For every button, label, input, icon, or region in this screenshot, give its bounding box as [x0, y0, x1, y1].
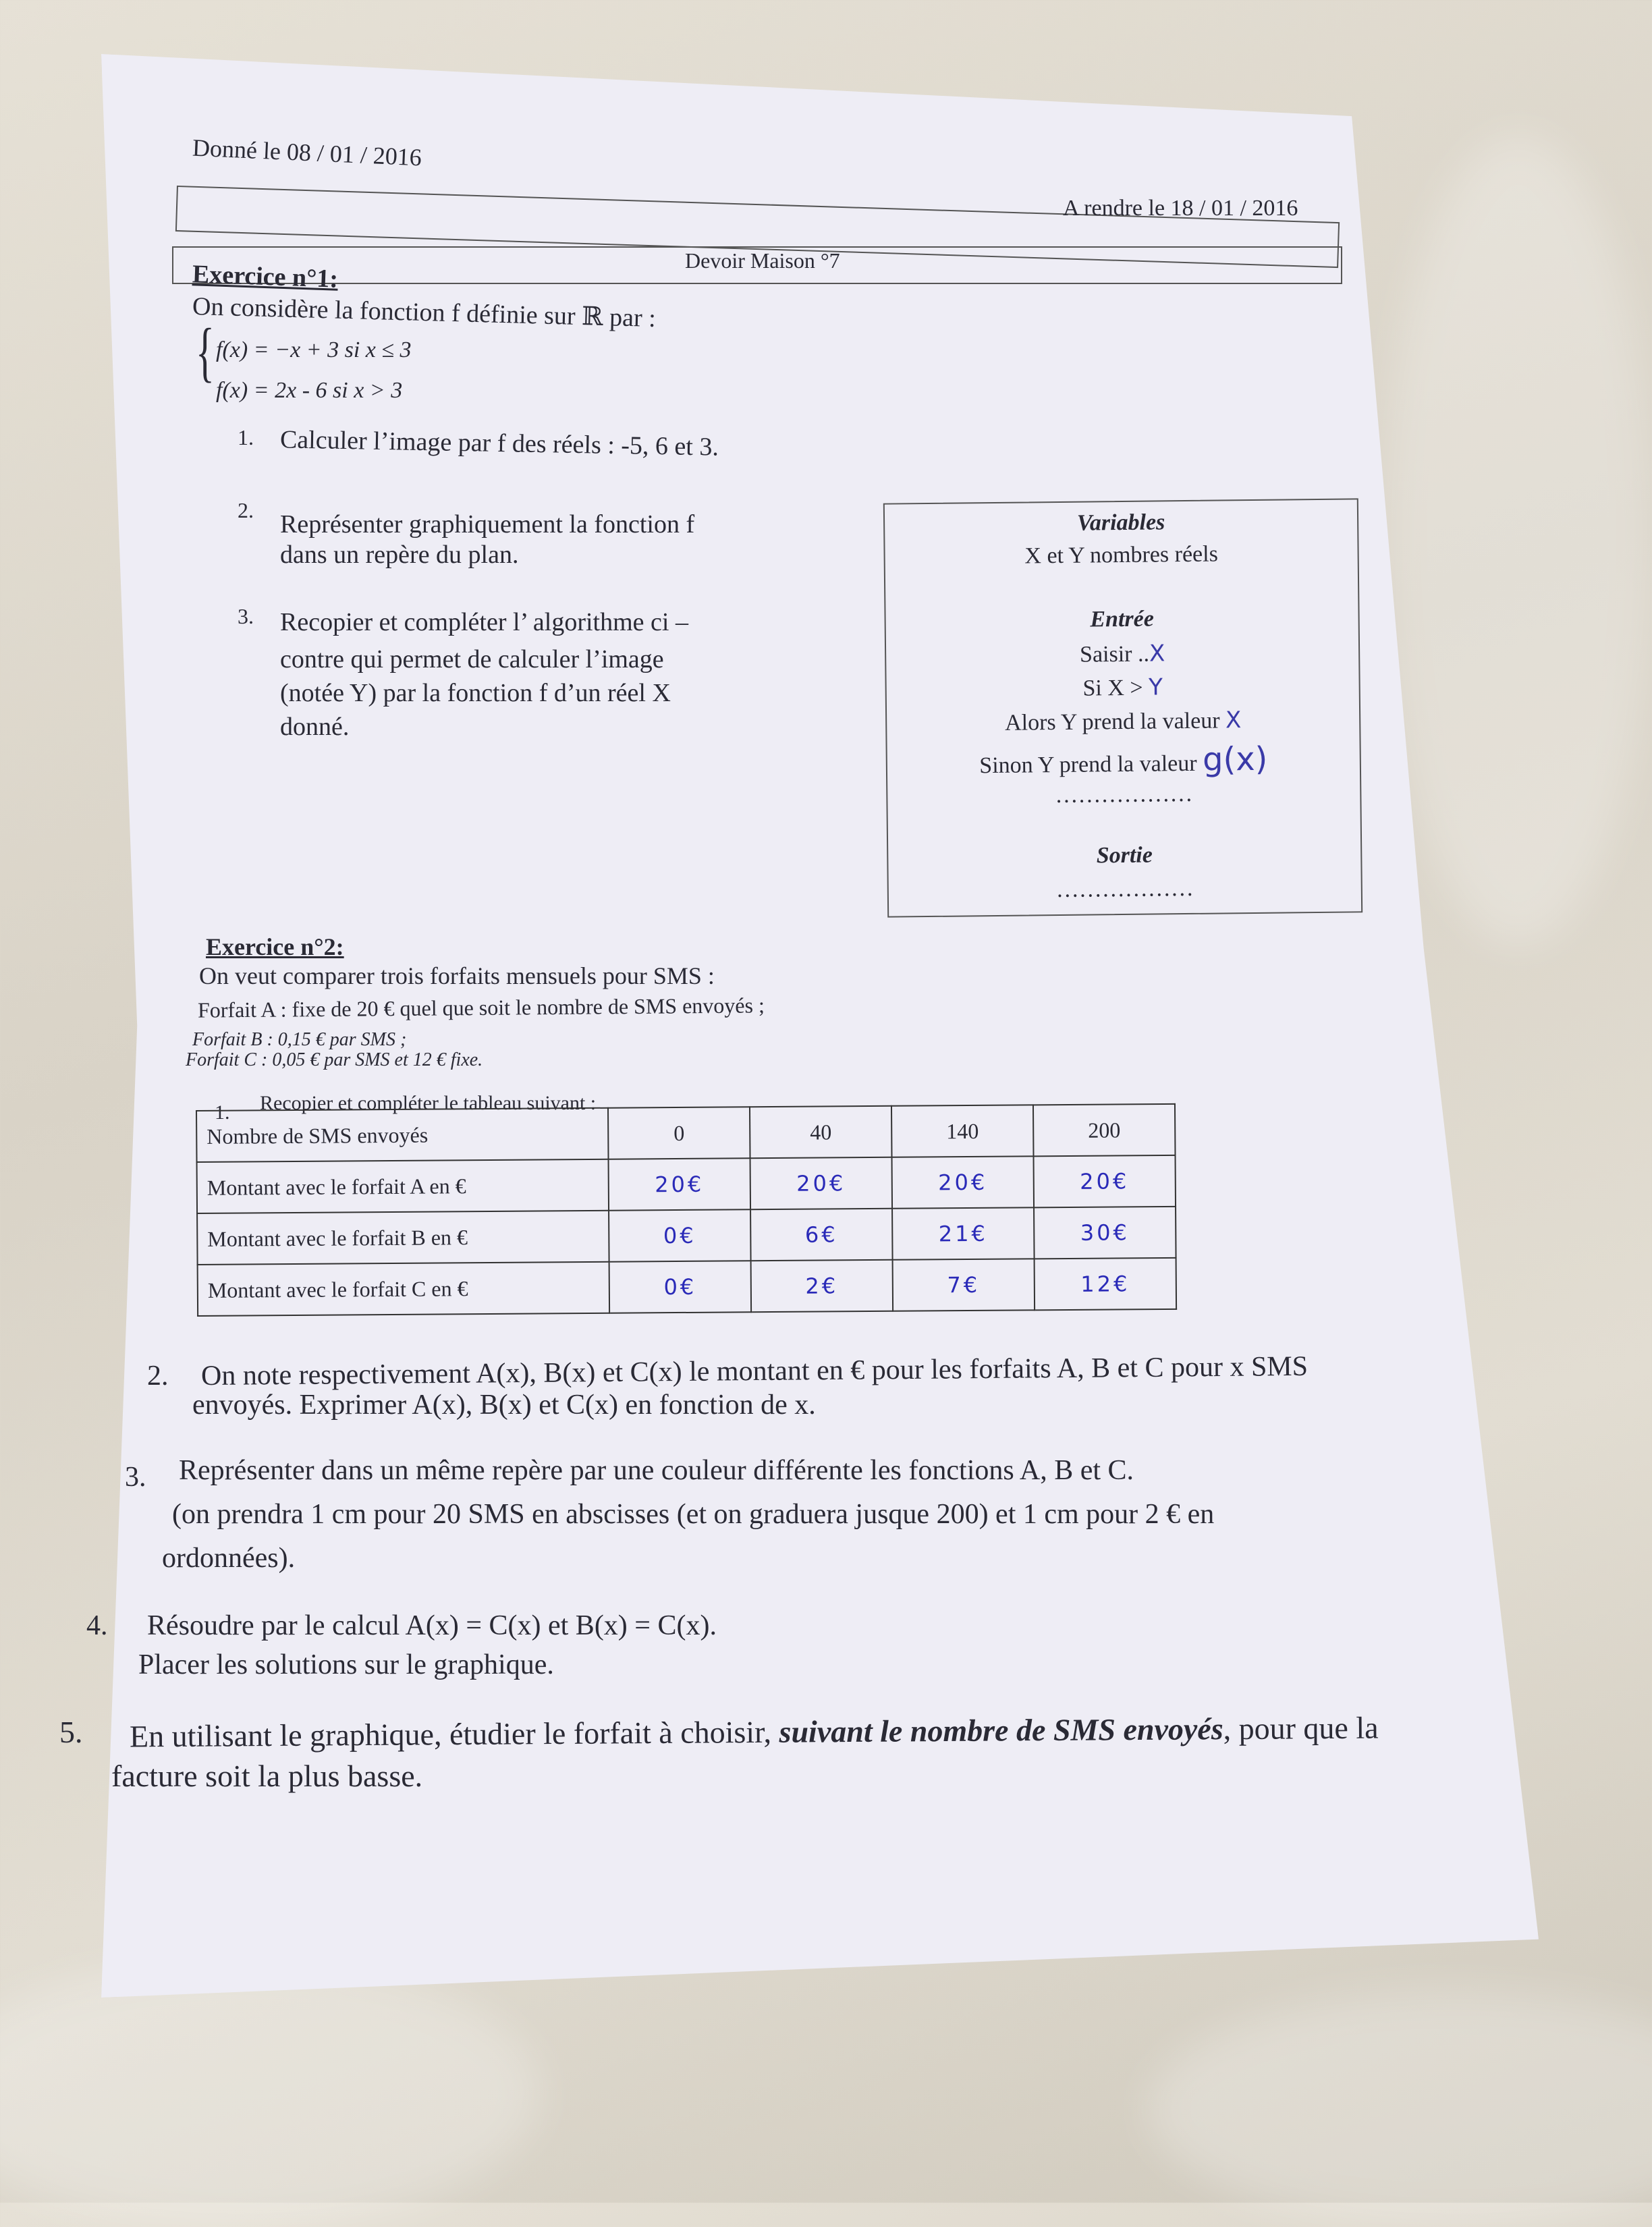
table-row	[198, 1258, 1176, 1316]
algo-saisir-handwriting: X	[1149, 640, 1165, 667]
algo-si-handwriting: Y	[1148, 673, 1163, 701]
algo-si-label: Si X >	[1082, 675, 1149, 701]
ex2-q1: Recopier et compléter le tableau suivant :	[260, 1092, 597, 1114]
ex2-q5-number: 5.	[59, 1715, 83, 1749]
algo-sortie-heading: Sortie	[1096, 842, 1153, 869]
ex2-q2-line1: On note respectivement A(x), B(x) et C(x) le montant en € pour les forfaits A, B et C pour x SMS	[200, 1350, 1309, 1392]
ex2-q3-line1: Représenter dans un même repère par une couleur différente les fonctions A, B et C.	[179, 1455, 1134, 1486]
table-header-cell: 140	[891, 1105, 1034, 1157]
due-date: A rendre le 18 / 01 / 2016	[1063, 196, 1298, 221]
piecewise-case2: f(x) = 2x - 6 si x > 3	[216, 378, 403, 403]
algo-sinon-handwriting: g(x)	[1202, 740, 1268, 779]
sms-table	[196, 1103, 1177, 1317]
table-row	[197, 1207, 1176, 1265]
ex2-q4-line2: Placer les solutions sur le graphique.	[138, 1649, 554, 1680]
given-date: Donné le 08 / 01 / 2016	[192, 134, 422, 171]
assignment-title: Devoir Maison °7	[685, 248, 840, 273]
table-header-cell: 40	[750, 1106, 892, 1158]
ex2-q4-number: 4.	[86, 1610, 108, 1641]
exercise2-title: Exercice n°2:	[206, 933, 344, 960]
table-cell-handwritten: 0€	[609, 1261, 752, 1313]
forfait-a: Forfait A : fixe de 20 € quel que soit le nombre de SMS envoyés ;	[197, 993, 765, 1022]
algo-sinon-line	[887, 739, 1360, 781]
piecewise-brace: {	[196, 314, 215, 389]
table-cell-handwritten: 20€	[892, 1156, 1035, 1208]
ex1-q3-line1: Recopier et compléter l’ algorithme ci –	[280, 608, 688, 636]
table-cell-handwritten: 20€	[609, 1158, 751, 1210]
ex2-q3-line3: ordonnées).	[162, 1543, 296, 1574]
algo-dots-2: ………………	[1055, 875, 1194, 903]
algo-alors-handwriting: X	[1225, 707, 1242, 734]
ex1-q1-number: 1.	[238, 425, 254, 449]
exercise1-title: Exercice n°1:	[192, 260, 339, 294]
table-cell-handwritten: 7€	[893, 1259, 1035, 1311]
table-cell-handwritten: 6€	[750, 1209, 893, 1261]
ex2-q2-line2: envoyés. Exprimer A(x), B(x) et C(x) en fonction de x.	[192, 1390, 816, 1421]
exercise1-intro: On considère la fonction f définie sur ℝ par :	[192, 292, 657, 333]
ex2-q5-line2: facture soit la plus basse.	[111, 1759, 423, 1793]
ex1-q2-number: 2.	[238, 498, 254, 522]
ex1-q3-line3: (notée Y) par la fonction f d’un réel X	[280, 679, 671, 707]
table-cell-handwritten: 0€	[609, 1209, 751, 1261]
table-header-cell: 0	[608, 1107, 750, 1159]
exercise2-intro: On veut comparer trois forfaits mensuels pour SMS :	[199, 962, 715, 989]
table-cell-handwritten: 2€	[751, 1260, 893, 1312]
ex2-q3-line2: (on prendra 1 cm pour 20 SMS en abscisses (et on graduera jusque 200) et 1 cm pour 2 € en	[172, 1499, 1215, 1530]
algo-entree-heading: Entrée	[1090, 606, 1155, 632]
forfait-c: Forfait C : 0,05 € par SMS et 12 € fixe.	[186, 1049, 483, 1070]
ex2-q5-text-c: , pour que la	[1223, 1710, 1379, 1747]
ex1-q3-line4: donné.	[280, 713, 350, 741]
ex1-q1: Calculer l’image par f des réels : -5, 6 et 3.	[279, 425, 719, 462]
ex2-q4-line1: Résoudre par le calcul A(x) = C(x) et B(x) = C(x).	[147, 1610, 717, 1641]
ex2-q1-number: 1.	[215, 1101, 230, 1124]
algo-saisir-label: Saisir ..	[1079, 641, 1150, 667]
algo-alors-line	[887, 705, 1359, 737]
algo-sinon-label: Sinon Y prend la valeur	[979, 750, 1197, 779]
table-cell-handwritten: 20€	[1034, 1155, 1176, 1207]
table-row	[197, 1155, 1176, 1213]
algorithm-box	[883, 498, 1362, 917]
algo-saisir-line	[886, 638, 1358, 669]
table-header-row	[196, 1104, 1175, 1162]
table-row-label: Montant avec le forfait A en €	[197, 1159, 609, 1213]
algo-alors-label: Alors Y prend la valeur	[1004, 708, 1220, 736]
forfait-b: Forfait B : 0,15 € par SMS ;	[192, 1029, 407, 1050]
algo-variables-line: X et Y nombres réels	[1024, 541, 1219, 569]
table-row-label: Montant avec le forfait B en €	[197, 1211, 609, 1265]
algo-si-line	[886, 671, 1358, 703]
ex2-q3-number: 3.	[125, 1462, 146, 1493]
ex1-q3-line2: contre qui permet de calculer l’image	[280, 645, 664, 673]
table-cell-handwritten: 21€	[892, 1207, 1035, 1259]
algo-dots-1: ………………	[1055, 781, 1193, 808]
ex1-q3-number: 3.	[238, 604, 254, 628]
ex2-q5-emphasis: suivant le nombre de SMS envoyés	[779, 1711, 1223, 1749]
table-header-cell: 200	[1033, 1104, 1176, 1156]
table-cell-handwritten: 30€	[1034, 1207, 1176, 1259]
table-cell-handwritten: 20€	[750, 1157, 893, 1209]
ex1-q2-line1: Représenter graphiquement la fonction f	[280, 510, 695, 539]
table-header-cell: Nombre de SMS envoyés	[196, 1108, 609, 1162]
table-cell-handwritten: 12€	[1035, 1258, 1177, 1310]
ex1-q2-line2: dans un repère du plan.	[280, 541, 519, 569]
piecewise-case1: f(x) = −x + 3 si x ≤ 3	[216, 337, 412, 362]
ex2-q5-text-a: En utilisant le graphique, étudier le forfait à choisir,	[129, 1714, 779, 1754]
algo-variables-heading: Variables	[1076, 510, 1165, 536]
ex2-q2-number: 2.	[147, 1360, 169, 1392]
table-row-label: Montant avec le forfait C en €	[198, 1262, 610, 1316]
